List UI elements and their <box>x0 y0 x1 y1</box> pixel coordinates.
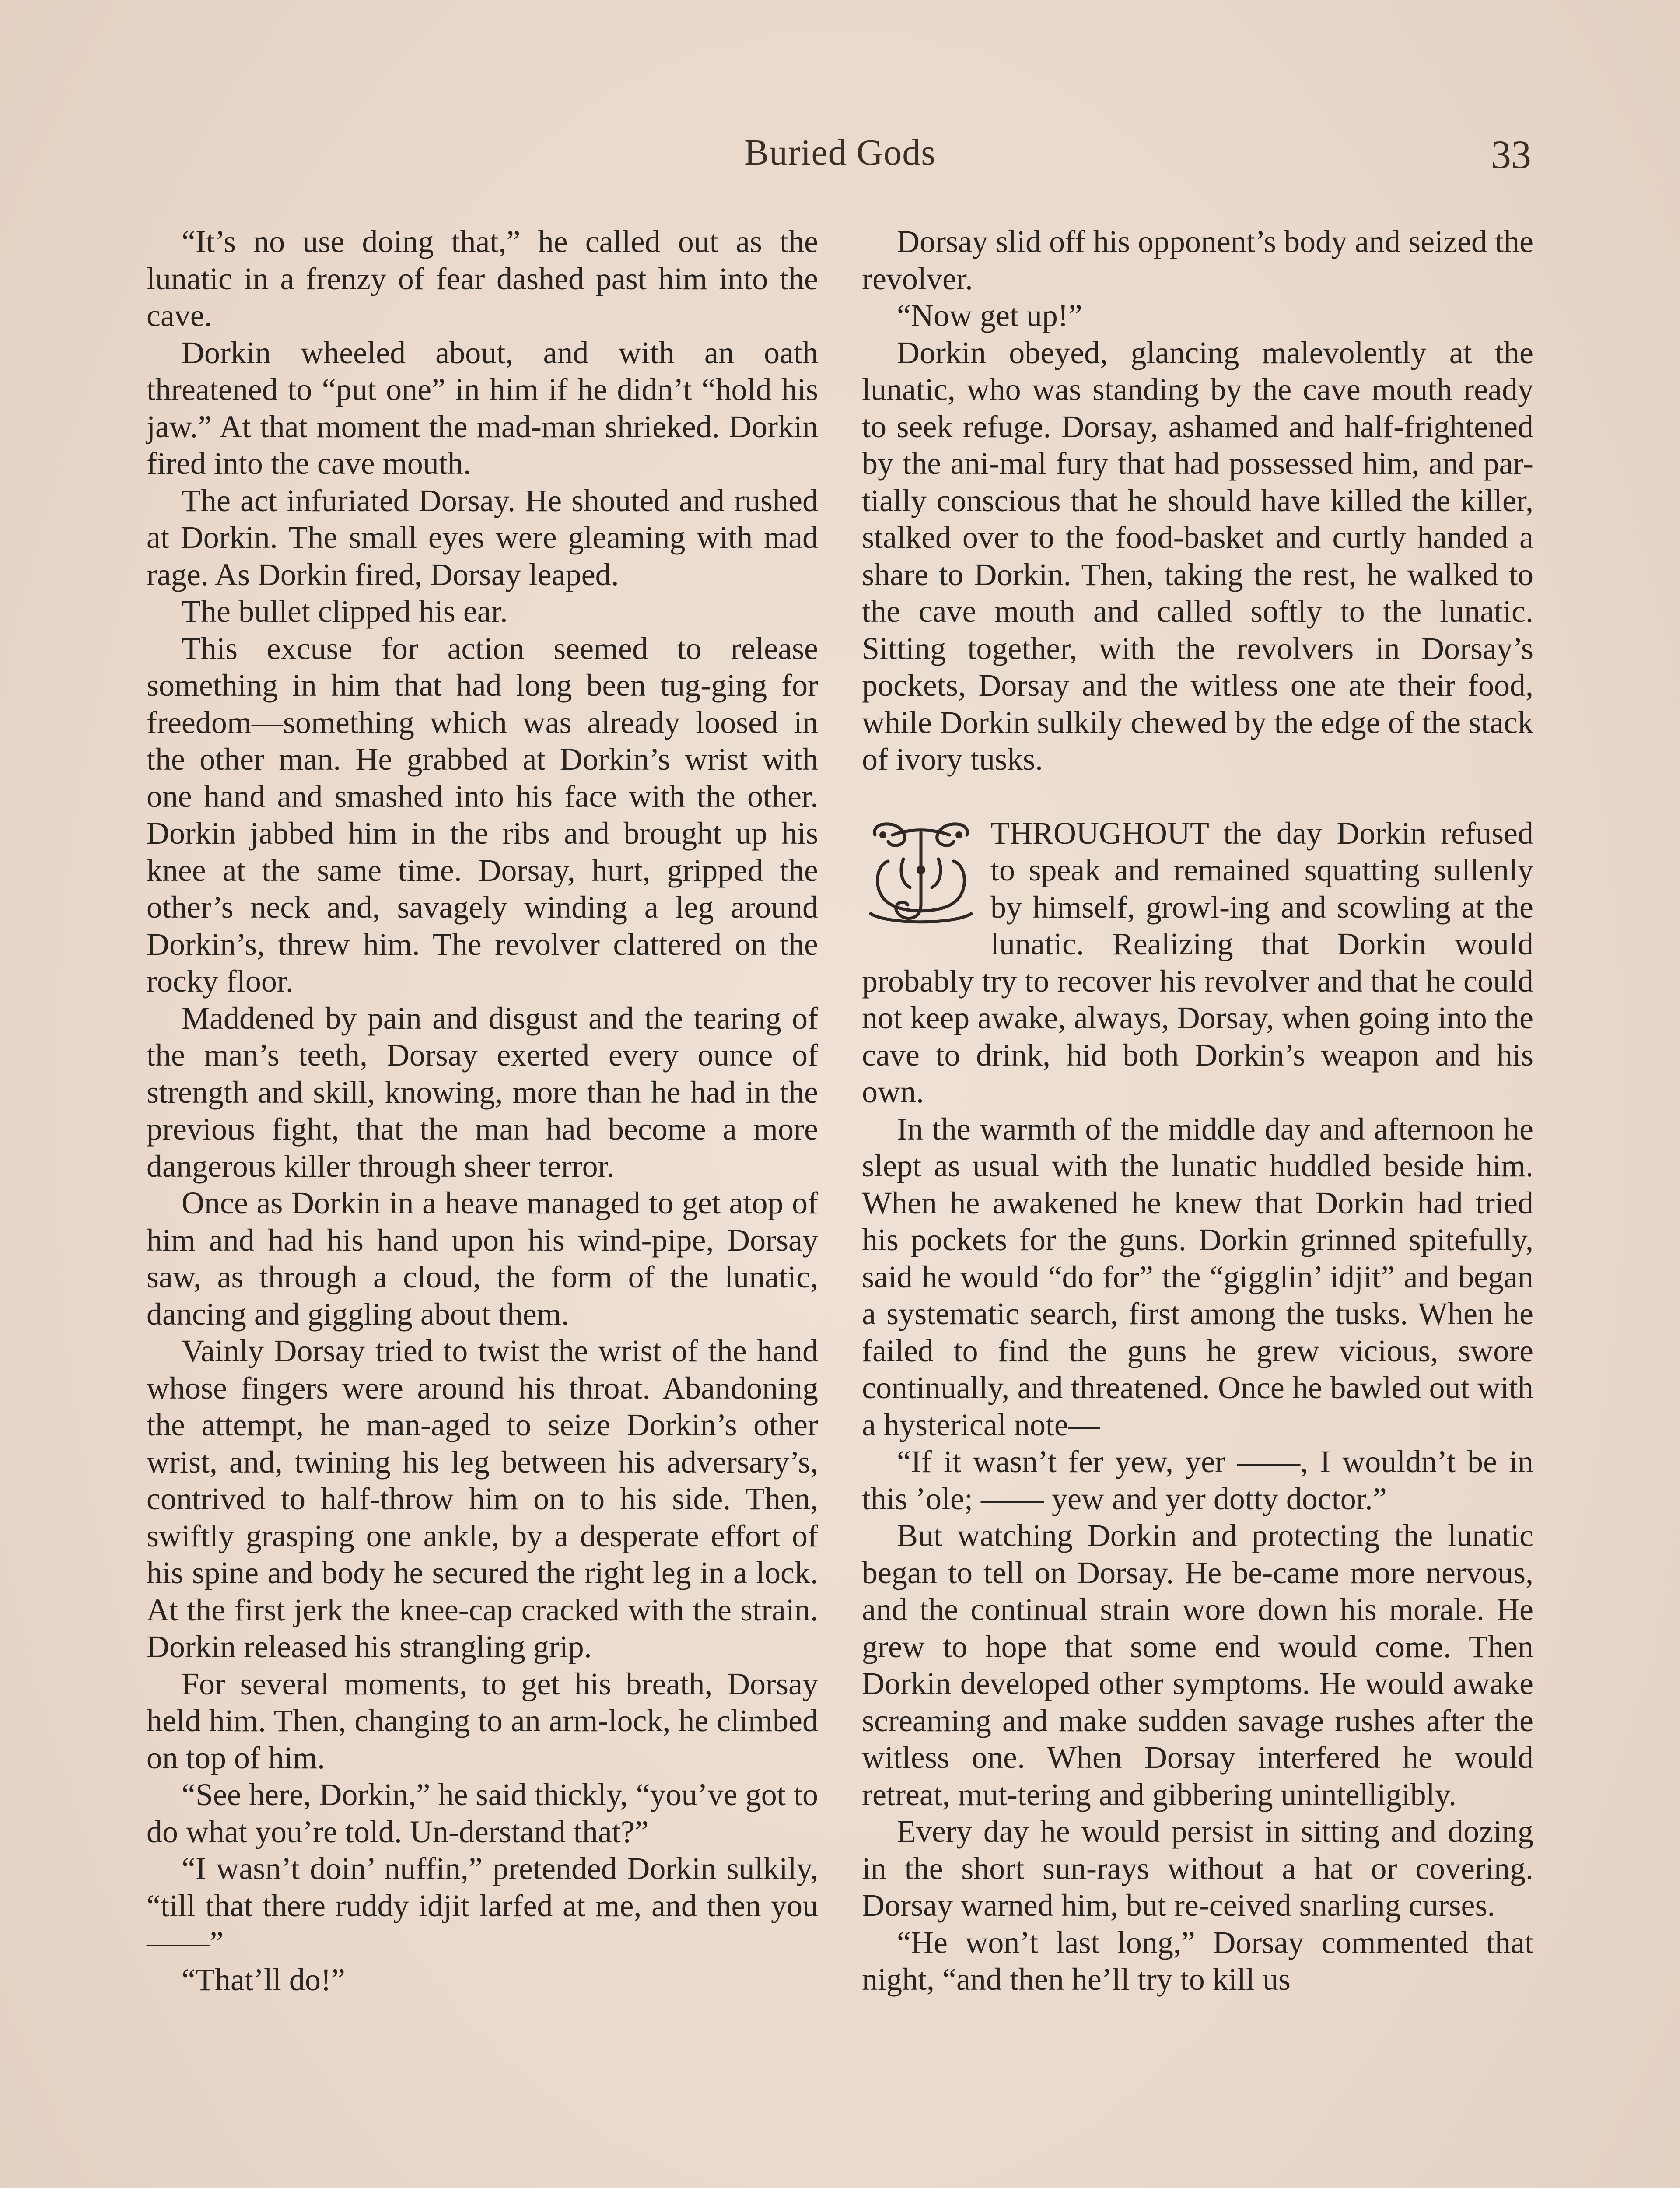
paragraph: Once as Dorkin in a heave managed to get atop of him and had his hand upon his wind-pipe, Dorsay saw, as through a cloud, the form of the lunatic, dancing and giggling about them. <box>147 1185 818 1332</box>
paragraph: “If it wasn’t fer yew, yer ——, I wouldn’t be in this ’ole; —— yew and yer dotty doctor.” <box>862 1444 1533 1516</box>
paragraph: For several moments, to get his breath, Dorsay held him. Then, changing to an arm-lock, he climbed on top of him. <box>147 1666 818 1775</box>
paragraph: This excuse for action seemed to release something in him that had long been tug-ging for freedom—something which was already loosed in the other man. He grabbed at Dorkin’s wrist with one hand and smashed into his face with the other. Dorkin jabbed him in the ribs and brought up his knee at the same time. Dorsay, hurt, gripped the other’s neck and, savagely winding a leg around Dorkin’s, threw him. The revolver clattered on the rocky floor. <box>147 631 818 999</box>
paragraph: “I wasn’t doin’ nuffin,” pretended Dorkin sulkily, “till that there ruddy idjit larfed at me, and then you——” <box>147 1851 818 1960</box>
paragraph: In the warmth of the middle day and afternoon he slept as usual with the lunatic huddled beside him. When he awakened he knew that Dorkin had tried his pockets for the guns. Dorkin grinned spitefully, said he would “do for” the “gigglin’ idjit” and began a systematic search, first among the tusks. When he failed to find the guns he grew vicious, swore continually, and threatened. Once he bawled out with a hysterical note— <box>862 1111 1533 1442</box>
paragraph: The act infuriated Dorsay. He shouted and rushed at Dorkin. The small eyes were gleaming with mad rage. As Dorkin fired, Dorsay leaped. <box>147 483 818 592</box>
right-column <box>862 223 1533 1998</box>
paragraph: Maddened by pain and disgust and the tearing of the man’s teeth, Dorsay exerted every ounce of strength and skill, knowing, more than he had in the previous fight, that the man had become a more dangerous killer through sheer terror. <box>147 1000 818 1184</box>
paragraph: “He won’t last long,” Dorsay commented that night, “and then he’ll try to kill us <box>862 1925 1533 1997</box>
paragraph: “Now get up!” <box>897 298 1082 333</box>
paragraph: The bullet clipped his ear. <box>182 594 508 629</box>
paragraph: Dorsay slid off his opponent’s body and seized the revolver. <box>862 224 1533 296</box>
running-title: Buried Gods <box>744 132 936 173</box>
drop-cap-paragraph: THROUGHOUT the day Dorkin refused to speak and remained squatting sullenly by himself, growl-ing and scowling at the lunatic. Realizing that Dorkin would probably try to recover his revolver and that he could not keep awake, always, Dorsay, when going into the cave to drink, hid both Dorkin’s weapon and his own. <box>862 815 1533 1109</box>
paragraph: Vainly Dorsay tried to twist the wrist of the hand whose fingers were around his throat. Abandoning the attempt, he man-aged to seize Dorkin’s other wrist, and, twining his leg between his adversary’s, contrived to half-throw him on to his side. Then, swiftly grasping one ankle, by a desperate effort of his spine and body he secured the right leg in a lock. At the first jerk the knee-cap cracked with the strain. Dorkin released his strangling grip. <box>147 1333 818 1664</box>
left-column <box>147 223 818 1998</box>
section-break <box>862 778 1533 815</box>
paragraph: Dorkin obeyed, glancing malevolently at the lunatic, who was standing by the cave mouth ready to seek refuge. Dorsay, ashamed and half-frightened by the ani-mal fury that had possessed him, and par-tially conscious that he should have killed the killer, stalked over to the food-basket and curtly handed a share to Dorkin. Then, taking the rest, he walked to the cave mouth and called softly to the lunatic. Sitting together, with the revolvers in Dorsay’s pockets, Dorsay and the witless one ate their food, while Dorkin sulkily chewed by the edge of the stack of ivory tusks. <box>862 335 1533 777</box>
ornamental-drop-cap-t-icon <box>862 817 980 927</box>
paragraph: “See here, Dorkin,” he said thickly, “you’ve got to do what you’re told. Un-derstand that?” <box>147 1777 818 1849</box>
paragraph: “It’s no use doing that,” he called out as the lunatic in a frenzy of fear dashed past him into the cave. <box>147 224 818 333</box>
paragraph: “That’ll do!” <box>182 1962 345 1997</box>
paragraph: Every day he would persist in sitting and dozing in the short sun-rays without a hat or covering. Dorsay warned him, but re-ceived snarling curses. <box>862 1814 1533 1923</box>
page-number: 33 <box>1491 132 1531 177</box>
paragraph: Dorkin wheeled about, and with an oath threatened to “put one” in him if he didn’t “hold his jaw.” At that moment the mad-man shrieked. Dorkin fired into the cave mouth. <box>147 335 818 481</box>
paragraph: But watching Dorkin and protecting the lunatic began to tell on Dorsay. He be-came more nervous, and the continual strain wore down his morale. He grew to hope that some end would come. Then Dorkin developed other symptoms. He would awake screaming and make sudden savage rushes after the witless one. When Dorsay interfered he would retreat, mut-tering and gibbering unintelligibly. <box>862 1518 1533 1812</box>
